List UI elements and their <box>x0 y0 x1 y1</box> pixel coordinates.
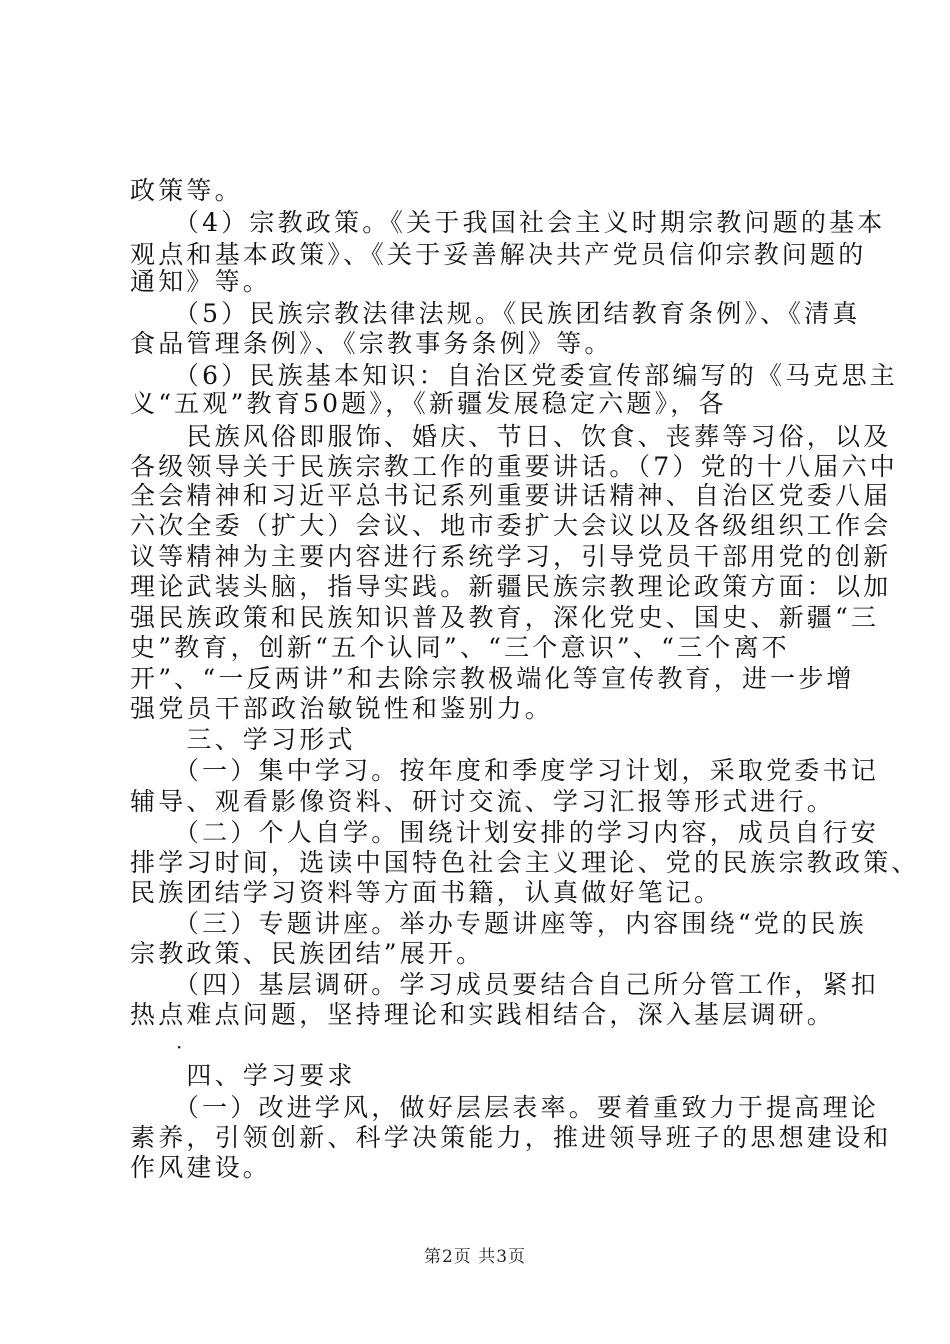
text-line: （6）民族基本知识：自治区党委宣传部编写的《马克思主 <box>130 361 899 390</box>
text-line: 排学习时间，选读中国特色社会主义理论、党的民族宗教政策、 <box>130 848 920 877</box>
page-footer: 第2页 共3页 <box>423 1247 527 1267</box>
text-line: 全会精神和习近平总书记系列重要讲话精神、自治区党委八届 <box>130 481 892 510</box>
text-line: 强民族政策和民族知识普及教育，深化党史、国史、新疆“三 <box>130 603 880 632</box>
text-line: 辅导、观看影像资料、研讨交流、学习汇报等形式进行。 <box>130 787 836 816</box>
text-line: 热点难点问题，坚持理论和实践相结合，深入基层调研。 <box>130 1000 836 1029</box>
text-line: 宗教政策、民族团结”展开。 <box>130 939 485 968</box>
text-line: 理论武装头脑，指导实践。新疆民族宗教理论政策方面：以加 <box>130 572 892 601</box>
text-line: （4）宗教政策。《关于我国社会主义时期宗教问题的基本 <box>130 208 886 237</box>
section-heading: 三、学习形式 <box>130 725 356 754</box>
text-line: 议等精神为主要内容进行系统学习，引导党员干部用党的创新 <box>130 542 892 571</box>
text-line: 各级领导关于民族宗教工作的重要讲话。（7）党的十八届六中 <box>130 452 899 481</box>
text-line: （一）改进学风，做好层层表率。要着重致力于提高理论 <box>130 1093 879 1122</box>
text-line: （三）专题讲座。举办专题讲座等，内容围绕“党的民族 <box>130 909 867 938</box>
text-line: 民族风俗即服饰、婚庆、节日、饮食、丧葬等习俗，以及 <box>130 422 892 451</box>
text-line: 史”教育，创新“五个认同”、“三个意识”、“三个离不 <box>130 633 790 662</box>
text-line: 通知》等。 <box>130 267 272 296</box>
text-line: （四）基层调研。学习成员要结合自己所分管工作，紧扣 <box>130 970 879 999</box>
section-heading: 四、学习要求 <box>130 1061 356 1090</box>
text-line: （5）民族宗教法律法规。《民族团结教育条例》、《清真 <box>130 299 861 328</box>
text-line: 民族团结学习资料等方面书籍，认真做好笔记。 <box>130 878 723 907</box>
stray-mark: · <box>176 1035 183 1059</box>
text-line: 政策等。 <box>130 176 243 205</box>
text-line: 作风建设。 <box>130 1153 272 1182</box>
text-line: 观点和基本政策》、《关于妥善解决共产党员信仰宗教问题的 <box>130 240 867 269</box>
text-line: 素养，引领创新、科学决策能力，推进领导班子的思想建设和 <box>130 1123 892 1152</box>
text-line: （二）个人自学。围绕计划安排的学习内容，成员自行安 <box>130 818 879 847</box>
text-line: 开”、“一反两讲”和去除宗教极端化等宣传教育，进一步增 <box>130 664 855 693</box>
text-line: 六次全委（扩大）会议、地市委扩大会议以及各级组织工作会 <box>130 511 892 540</box>
text-line: 食品管理条例》、《宗教事务条例》等。 <box>130 329 613 358</box>
text-line: （一）集中学习。按年度和季度学习计划，采取党委书记 <box>130 756 879 785</box>
text-line: 义“五观”教育50题》，《新疆发展稳定六题》，各 <box>130 389 727 418</box>
text-line: 强党员干部政治敏锐性和鉴别力。 <box>130 694 554 723</box>
